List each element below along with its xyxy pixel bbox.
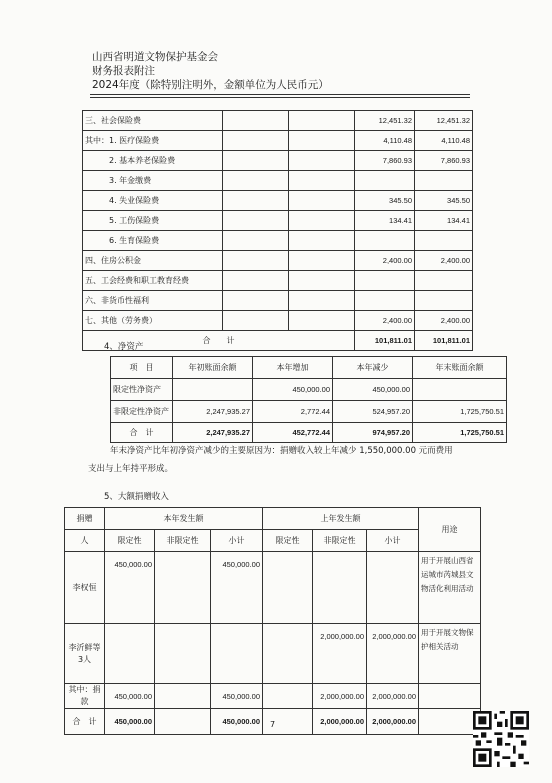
table-cell xyxy=(289,271,355,291)
table-row xyxy=(65,624,481,684)
table-cell xyxy=(289,111,355,131)
table-cell xyxy=(223,151,289,171)
donor-name: 其中：捐款 xyxy=(65,684,105,709)
section4-title: 4、净资产 xyxy=(104,342,144,352)
table-cell xyxy=(289,171,355,191)
donor-name: 李沂鲜等3人 xyxy=(65,624,105,684)
total-cell xyxy=(155,709,211,735)
table-cell: 345.50 xyxy=(355,191,415,211)
row-label: 五、工会经费和职工教育经费 xyxy=(83,271,223,291)
table-cell xyxy=(289,291,355,311)
donor-name: 李权恒 xyxy=(65,552,105,624)
table-cell xyxy=(223,291,289,311)
table-cell xyxy=(415,271,473,291)
table-cell: 524,957.20 xyxy=(333,401,413,423)
column-header: 上年发生额 xyxy=(263,508,419,530)
header-row xyxy=(111,357,507,379)
table-cell: 450,000.00 xyxy=(211,552,263,624)
table-row xyxy=(83,191,473,211)
column-header: 用途 xyxy=(419,508,481,552)
table-cell xyxy=(289,191,355,211)
total-label: 合 计 xyxy=(65,709,105,735)
total-cell: 450,000.00 xyxy=(211,709,263,735)
table-cell: 7,860.93 xyxy=(355,151,415,171)
table-cell: 1,725,750.51 xyxy=(413,401,507,423)
table-cell xyxy=(223,211,289,231)
net-assets-table xyxy=(110,356,507,443)
table-row xyxy=(111,401,507,423)
table-cell xyxy=(289,311,355,331)
row-label: 2. 基本养老保险费 xyxy=(83,151,223,171)
table-cell xyxy=(263,552,313,624)
table-cell xyxy=(289,151,355,171)
table-cell xyxy=(211,624,263,684)
purpose-text: 用于开展文物保护相关活动 xyxy=(419,624,481,684)
column-header: 本年增加 xyxy=(253,357,333,379)
total-label: 合 计 xyxy=(111,423,173,443)
row-label: 七、其他（劳务费） xyxy=(83,311,223,331)
total-cell: 2,000,000.00 xyxy=(367,709,419,735)
table-row xyxy=(83,271,473,291)
table-cell: 12,451.32 xyxy=(415,111,473,131)
column-header: 小计 xyxy=(211,530,263,552)
table-cell: 2,000,000.00 xyxy=(367,624,419,684)
table-cell: 2,400.00 xyxy=(415,311,473,331)
doc-title: 财务报表附注 xyxy=(92,65,155,77)
column-header: 限定性 xyxy=(263,530,313,552)
table-cell xyxy=(223,251,289,271)
table-cell xyxy=(367,552,419,624)
table-cell xyxy=(313,552,367,624)
column-header: 非限定性 xyxy=(155,530,211,552)
table-cell: 450,000.00 xyxy=(253,379,333,401)
row-label: 3. 年金缴费 xyxy=(83,171,223,191)
table-cell xyxy=(223,271,289,291)
column-header: 非限定性 xyxy=(313,530,367,552)
table-cell: 450,000.00 xyxy=(105,552,155,624)
row-label: 其中：1. 医疗保险费 xyxy=(83,131,223,151)
table-cell: 4,110.48 xyxy=(415,131,473,151)
org-name: 山西省明道文物保护基金会 xyxy=(92,51,218,63)
table-cell xyxy=(289,131,355,151)
section5-title: 5、大额捐赠收入 xyxy=(104,492,169,502)
table-row xyxy=(83,111,473,131)
table-cell: 2,000,000.00 xyxy=(367,684,419,709)
table-cell xyxy=(263,684,313,709)
table-cell xyxy=(223,191,289,211)
header-row xyxy=(65,530,481,552)
table-cell xyxy=(355,291,415,311)
table-row xyxy=(83,171,473,191)
table-cell xyxy=(263,624,313,684)
total-cell: 450,000.00 xyxy=(105,709,155,735)
table-cell xyxy=(415,171,473,191)
table-cell: 2,000,000.00 xyxy=(313,684,367,709)
row-label: 5. 工伤保险费 xyxy=(83,211,223,231)
column-header: 年末账面余额 xyxy=(413,357,507,379)
row-label: 限定性净资产 xyxy=(111,379,173,401)
column-header: 限定性 xyxy=(105,530,155,552)
table-cell: 450,000.00 xyxy=(333,379,413,401)
table-cell: 134.41 xyxy=(415,211,473,231)
purpose-text xyxy=(419,684,481,709)
header-row xyxy=(65,508,481,530)
row-label: 6. 生育保险费 xyxy=(83,231,223,251)
table-cell: 134.41 xyxy=(355,211,415,231)
table-row xyxy=(111,379,507,401)
column-header: 本年发生额 xyxy=(105,508,263,530)
qr-code-icon xyxy=(473,711,529,767)
row-label: 非限定性净资产 xyxy=(111,401,173,423)
table-cell xyxy=(355,171,415,191)
column-header: 捐赠 xyxy=(65,508,105,530)
row-label: 三、社会保险费 xyxy=(83,111,223,131)
table-cell xyxy=(155,624,211,684)
table-cell xyxy=(355,231,415,251)
total-cell: 2,247,935.27 xyxy=(173,423,253,443)
table-cell xyxy=(223,311,289,331)
table-row xyxy=(83,211,473,231)
row-label: 六、非货币性福利 xyxy=(83,291,223,311)
purpose-text: 用于开展山西省运城市芮城县文物活化利用活动 xyxy=(419,552,481,624)
table-cell xyxy=(355,271,415,291)
period-note: 2024年度（除特别注明外，金额单位为人民币元） xyxy=(92,79,329,91)
table-cell xyxy=(105,624,155,684)
total-cell xyxy=(419,709,481,735)
table-row xyxy=(83,231,473,251)
total-label: 合 计 xyxy=(83,331,355,351)
table-cell: 2,400.00 xyxy=(355,311,415,331)
total-cell: 1,725,750.51 xyxy=(413,423,507,443)
total-cell: 452,772.44 xyxy=(253,423,333,443)
net-assets-note-1: 年末净资产比年初净资产减少的主要原因为：捐赠收入较上年减少 1,550,000.00 元而费用 xyxy=(110,446,453,456)
total-cell: 101,811.01 xyxy=(415,331,473,351)
total-cell: 2,000,000.00 xyxy=(313,709,367,735)
column-header: 年初账面余额 xyxy=(173,357,253,379)
salary-table xyxy=(82,110,473,351)
table-cell: 12,451.32 xyxy=(355,111,415,131)
table-cell: 2,000,000.00 xyxy=(313,624,367,684)
row-label: 四、住房公积金 xyxy=(83,251,223,271)
table-cell xyxy=(223,171,289,191)
table-cell: 2,400.00 xyxy=(355,251,415,271)
donations-table xyxy=(64,507,481,735)
column-header: 人 xyxy=(65,530,105,552)
table-row xyxy=(83,151,473,171)
table-cell xyxy=(223,111,289,131)
column-header: 小计 xyxy=(367,530,419,552)
table-cell: 2,772.44 xyxy=(253,401,333,423)
header-rule xyxy=(90,94,470,95)
table-cell: 345.50 xyxy=(415,191,473,211)
column-header: 本年减少 xyxy=(333,357,413,379)
table-cell xyxy=(223,131,289,151)
column-header: 项 目 xyxy=(111,357,173,379)
table-cell: 2,400.00 xyxy=(415,251,473,271)
table-cell xyxy=(289,211,355,231)
header-rule-thin xyxy=(90,97,470,98)
total-cell: 974,957.20 xyxy=(333,423,413,443)
table-cell xyxy=(155,684,211,709)
row-label: 4. 失业保险费 xyxy=(83,191,223,211)
table-cell: 7,860.93 xyxy=(415,151,473,171)
table-row xyxy=(83,131,473,151)
table-cell xyxy=(289,251,355,271)
table-cell xyxy=(289,231,355,251)
table-row xyxy=(83,291,473,311)
net-assets-note-2: 支出与上年持平形成。 xyxy=(88,464,174,474)
table-row xyxy=(65,552,481,624)
table-cell: 4,110.48 xyxy=(355,131,415,151)
table-cell xyxy=(415,291,473,311)
table-cell xyxy=(415,231,473,251)
table-row xyxy=(83,311,473,331)
table-cell: 450,000.00 xyxy=(211,684,263,709)
table-cell xyxy=(155,552,211,624)
page-number: 7 xyxy=(270,720,276,729)
total-cell: 101,811.01 xyxy=(355,331,415,351)
table-cell: 2,247,935.27 xyxy=(173,401,253,423)
table-cell xyxy=(413,379,507,401)
table-cell xyxy=(223,231,289,251)
table-row xyxy=(65,684,481,709)
total-row xyxy=(111,423,507,443)
table-row xyxy=(83,251,473,271)
table-cell: 450,000.00 xyxy=(105,684,155,709)
table-cell xyxy=(173,379,253,401)
